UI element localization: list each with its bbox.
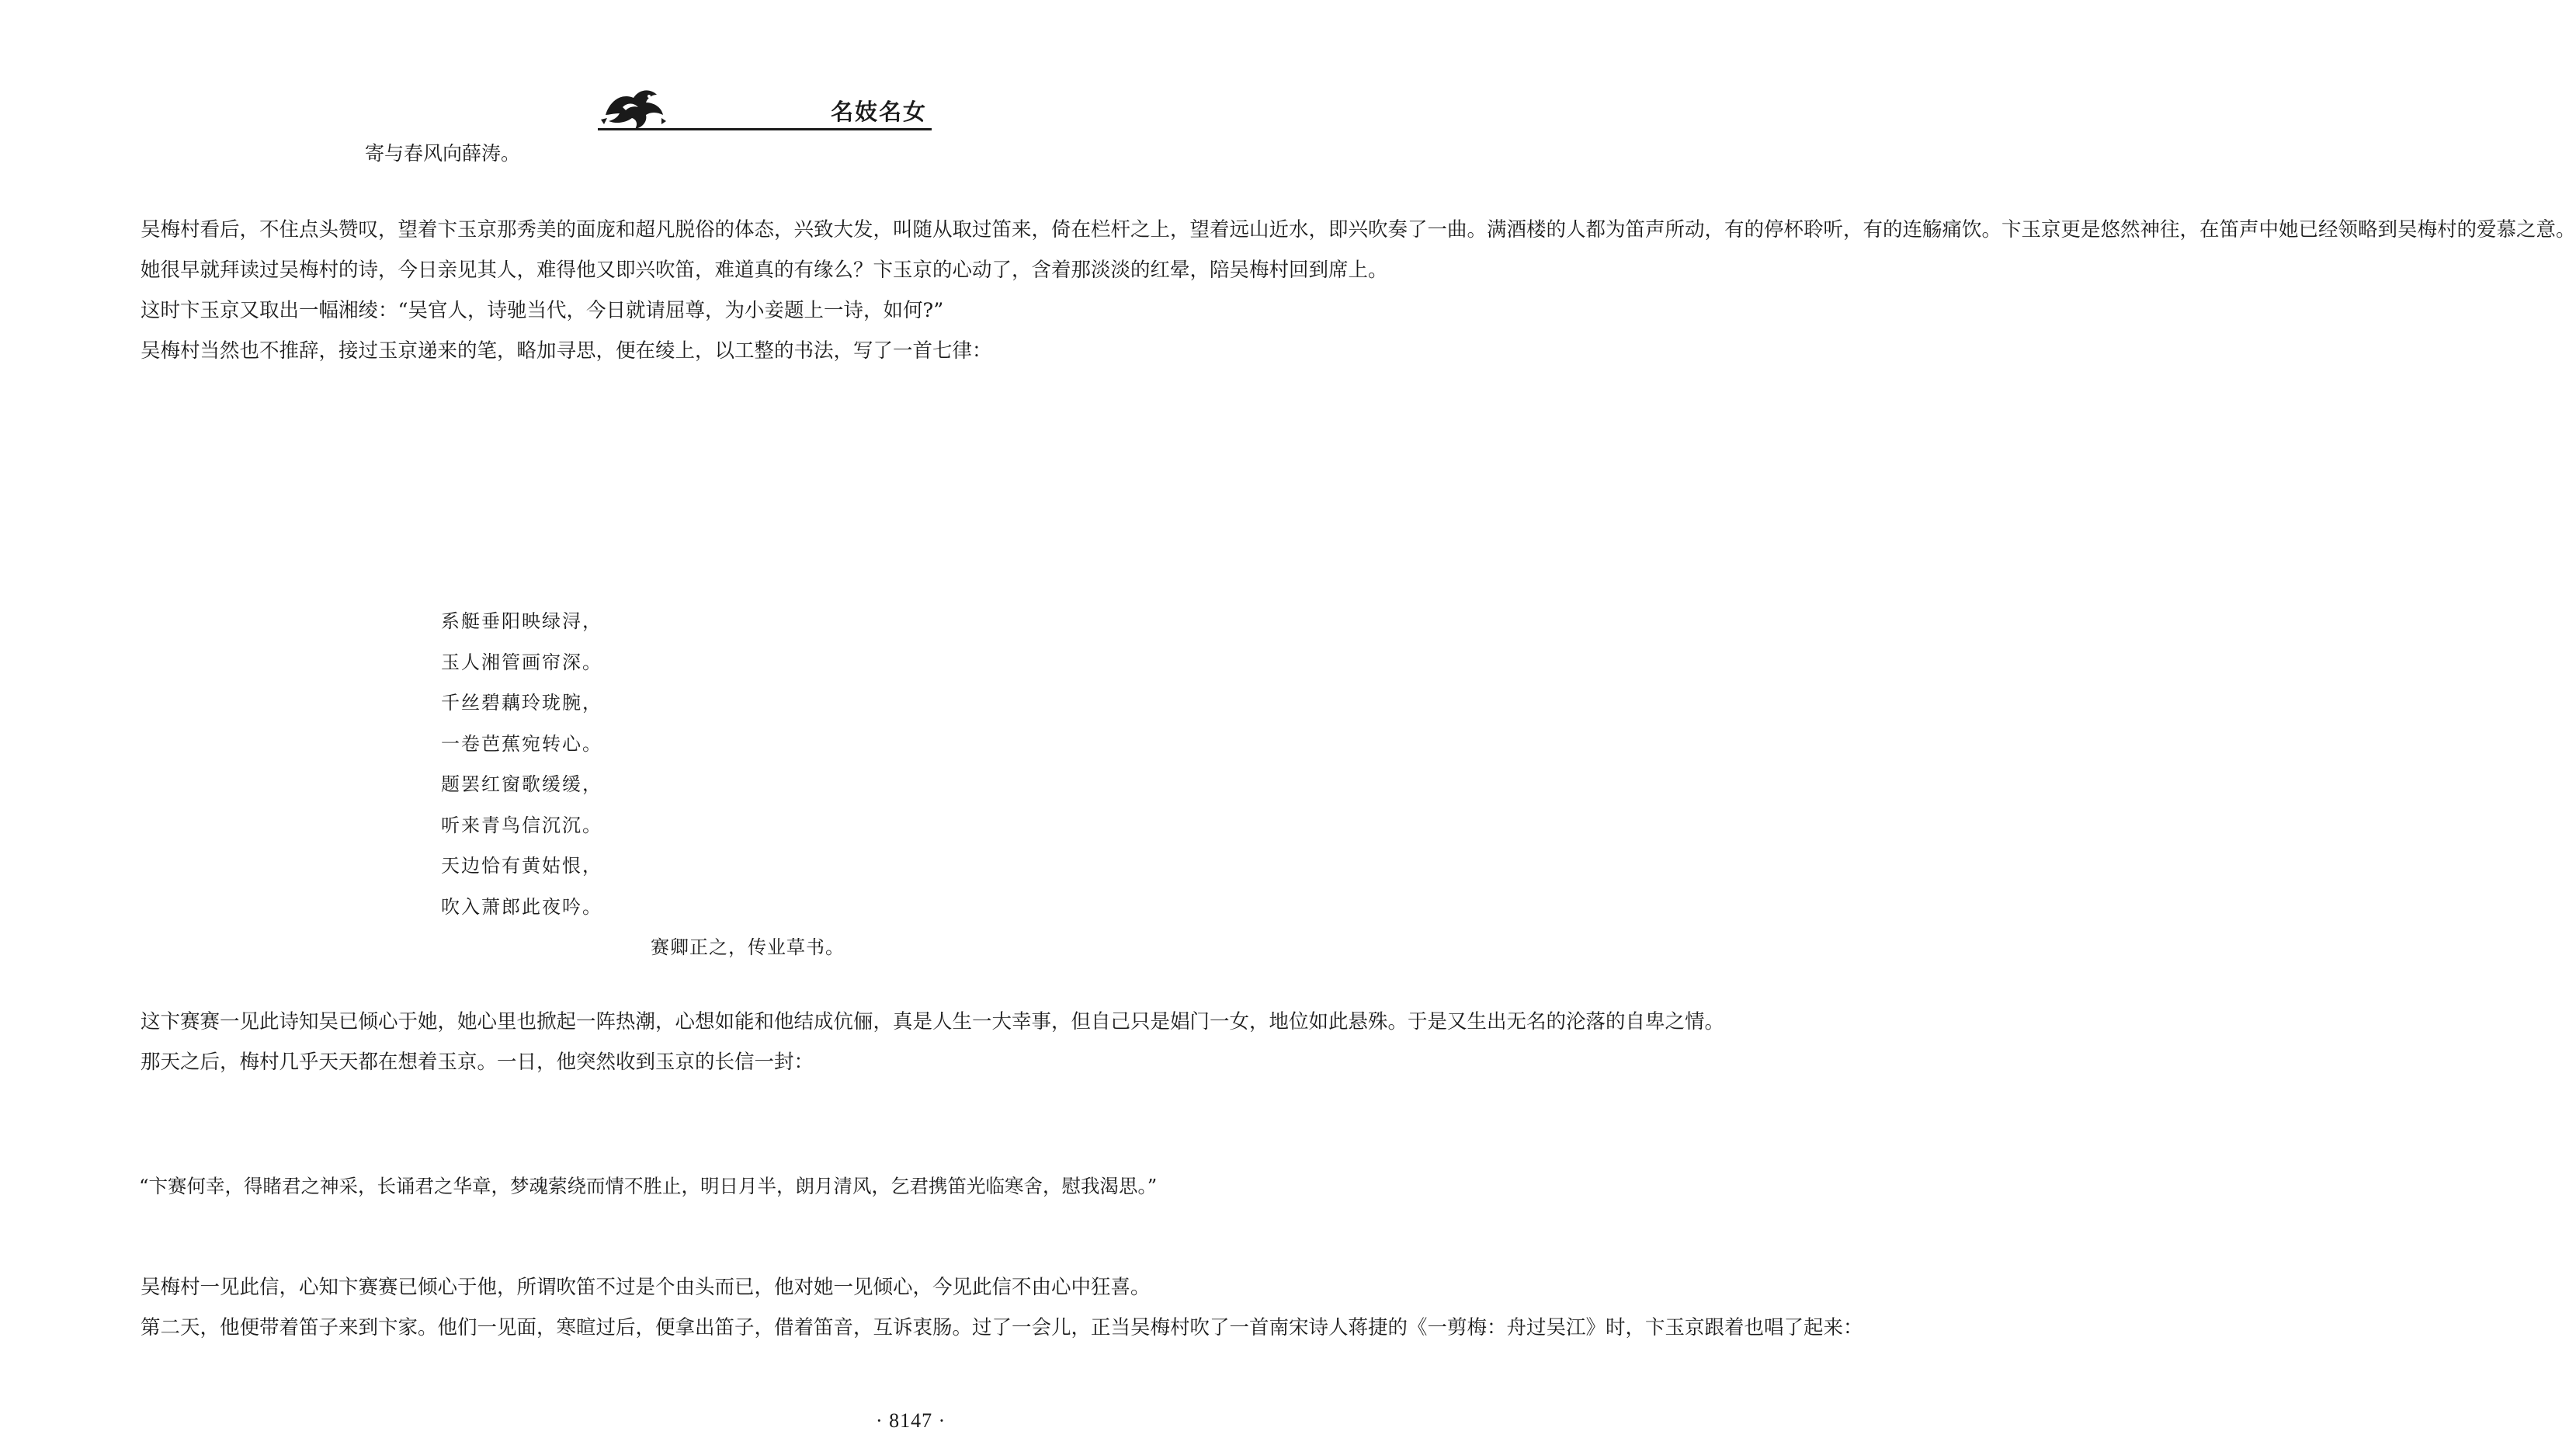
paragraph: 吴梅村看后，不住点头赞叹，望着卞玉京那秀美的面庞和超凡脱俗的体态，兴致大发，叫随从取过笛来，倚在栏杆之上，望着远山近水，即兴吹奏了一曲。满酒楼的人都为笛声所动，有的停杯聆听，有的连觞痛饮。卞玉京更是悠然神往，在笛声中她已经领略到吴梅村的爱慕之意。 [141,218,2576,241]
opening-verse-line: 寄与春风向薛涛。 [365,142,521,165]
poem-line: 题罢红窗歌缓缓， [441,773,602,795]
running-header-title: 名妓名女 [831,99,928,125]
header-rule [598,128,932,130]
body-section-3 [101,1267,1863,1348]
poem-line: 玉人湘管画帘深。 [441,651,602,673]
paragraph: 第二天，他便带着笛子来到卞家。他们一见面，寒暄过后，便拿出笛子，借着笛音，互诉衷肠。过了一会儿，正当吴梅村吹了一首南宋诗人蒋捷的《一剪梅：舟过吴江》时，卞玉京跟着也唱了起来： [141,1316,1863,1339]
body-section-1 [101,210,2576,371]
poem-line: 一卷芭蕉宛转心。 [441,733,602,755]
poem-line: 听来青鸟信沉沉。 [441,815,602,836]
paragraph: 吴梅村一见此信，心知卞赛赛已倾心于他，所谓吹笛不过是个由头而已，他对她一见倾心，今见此信不由心中狂喜。 [141,1276,1151,1299]
paragraph: 这卞赛赛一见此诗知吴已倾心于她，她心里也掀起一阵热潮，心想如能和他结成伉俪，真是人生一大幸事，但自己只是娼门一女，地位如此悬殊。于是又生出无名的沦落的自卑之情。 [141,1010,1725,1033]
paragraph: 那天之后，梅村几乎天天都在想着玉京。一日，他突然收到玉京的长信一封： [141,1051,814,1074]
page-number: · 8147 · [876,1409,946,1432]
dragon-emblem-icon [599,84,668,132]
letter-quote [101,1166,1158,1207]
paragraph: 她很早就拜读过吴梅村的诗，今日亲见其人，难得他又即兴吹笛，难道真的有缘么？卞玉京的心动了，含着那淡淡的红晕，陪吴梅村回到席上。 [141,259,1388,282]
poem-line: 天边恰有黄姑恨， [441,855,602,877]
body-section-2 [101,1002,1725,1082]
poem-signature: 赛卿正之，传业草书。 [651,936,845,958]
poem-line: 吹入萧郎此夜吟。 [441,896,602,918]
poem-line: 千丝碧藕玲珑腕， [441,692,602,714]
poem-line: 系艇垂阳映绿浔， [441,610,602,632]
paragraph: 这时卞玉京又取出一幅湘绫：“吴官人，诗驰当代，今日就请屈尊，为小妾题上一诗，如何?” [141,299,944,322]
letter-text: “卞赛何幸，得睹君之神采，长诵君之华章，梦魂萦绕而情不胜止，明日月半，朗月清风，乞君携笛光临寒舍，慰我渴思。” [139,1175,1158,1197]
paragraph: 吴梅村当然也不推辞，接过玉京递来的笔，略加寻思，便在绫上，以工整的书法，写了一首七律： [141,339,992,363]
